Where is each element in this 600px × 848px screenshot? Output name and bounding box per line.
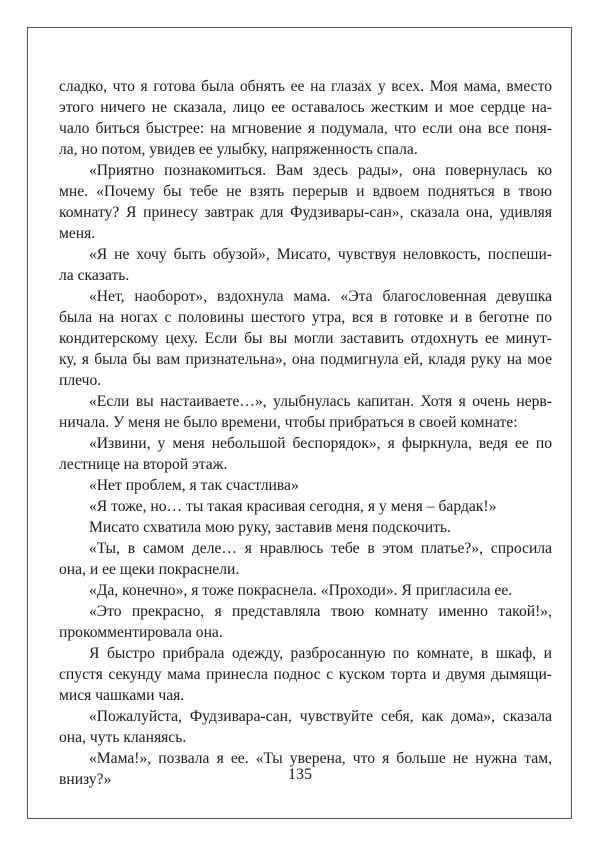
text-line: «Если вы настаиваете…», улыбнулась капитан. Хотя я очень нерв- — [89, 393, 552, 410]
text-line: «Пожалуйста, Фудзивара-сан, чувствуйте себя, как дома», сказала — [89, 708, 552, 725]
text-line: чало биться быстрее: на мгновение я подумала, что если она все поня- — [59, 120, 552, 137]
text-line: прокомментировала она. — [59, 624, 223, 641]
text-line: «Я не хочу быть обузой», Мисато, чувствуя неловкость, поспеши- — [89, 246, 552, 263]
text-line: комнату? Я принесу завтрак для Фудзивары-сан», сказала она, удивляя — [59, 204, 552, 221]
text-line: ла, но потом, увидев ее улыбку, напряженность спала. — [59, 141, 418, 158]
text-line: меня. — [59, 225, 96, 242]
text-line: сладко, что я готова была обнять ее на глазах у всех. Моя мама, вместо — [59, 78, 552, 95]
text-line: «Я тоже, но… ты такая красивая сегодня, я у меня – бардак!» — [89, 498, 497, 515]
text-line: «Да, конечно», я тоже покраснела. «Проходи». Я пригласила ее. — [89, 582, 513, 599]
text-line: «Ты, в самом деле… я нравлюсь тебе в этом платье?», спросила — [89, 540, 552, 557]
page-number: 135 — [288, 766, 312, 783]
text-line: Мисато схватила мою руку, заставив меня подскочить. — [89, 519, 451, 536]
text-line: внизу?» — [59, 771, 112, 788]
text-line: лестнице на второй этаж. — [59, 456, 228, 473]
text-line: спустя секунду мама принесла поднос с куском торта и двумя дымящи- — [59, 666, 552, 683]
text-line: Я быстро прибрала одежду, разбросанную по комнате, в шкаф, и — [89, 645, 552, 662]
text-line: «Нет проблем, я так счастлива» — [89, 477, 299, 494]
text-line: ничала. У меня не было времени, чтобы прибраться в своей комнате: — [59, 414, 518, 431]
text-line: плечо. — [59, 372, 102, 389]
text-line: мне. «Почему бы тебе не взять перерыв и вдвоем подняться в твою — [59, 183, 552, 200]
text-line: «Приятно познакомиться. Вам здесь рады», она повернулась ко — [89, 162, 552, 179]
text-line: она, чуть кланяясь. — [59, 729, 187, 746]
text-line: «Нет, наоборот», вздохнула мама. «Эта благословенная девушка — [89, 288, 552, 305]
text-line: ла сказать. — [59, 267, 130, 284]
text-line: ку, я была бы вам признательна», она подмигнула ей, кладя руку на мое — [59, 351, 552, 368]
text-line: «Мама!», позвала я ее. «Ты уверена, что я больше не нужна там, — [89, 750, 552, 767]
text-line: кондитерскому цеху. Если бы вы могли заставить отдохнуть ее минут- — [59, 330, 552, 347]
text-line: «Это прекрасно, я представляла твою комнату именно такой!», — [89, 603, 552, 620]
text-line: мися чашками чая. — [59, 687, 185, 704]
text-line: она, и ее щеки покраснели. — [59, 561, 240, 578]
text-line: «Извини, у меня небольшой беспорядок», я фыркнула, ведя ее по — [89, 435, 552, 452]
text-line: этого ничего не сказала, лицо ее оставалось жестким и мое сердце на- — [59, 99, 552, 116]
body-text — [59, 76, 552, 790]
text-line: была на ногах с половины шестого утра, вся в готовке и в беготне по — [59, 309, 552, 326]
